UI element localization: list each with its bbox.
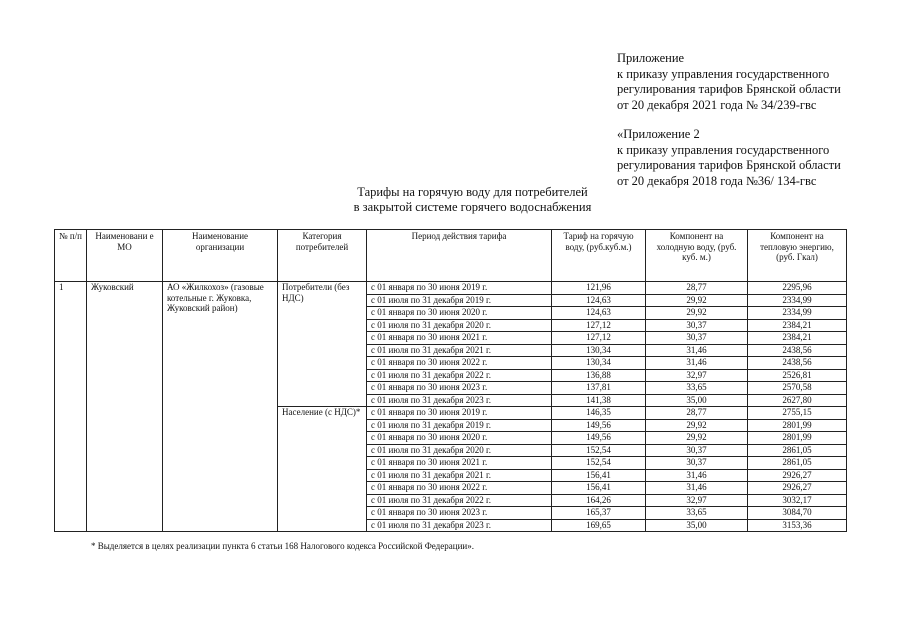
tariff-cell: 149,56	[552, 419, 646, 432]
period-cell: с 01 января по 30 июня 2020 г.	[367, 432, 552, 445]
cold-water-cell: 30,37	[646, 332, 748, 345]
cold-water-cell: 32,97	[646, 494, 748, 507]
document-title	[0, 185, 905, 215]
table-header-row	[55, 230, 847, 282]
tariff-cell: 152,54	[552, 444, 646, 457]
title-line: в закрытой системе горячего водоснабжения	[353, 200, 592, 214]
period-cell: с 01 января по 30 июня 2022 г.	[367, 482, 552, 495]
heat-energy-cell: 2438,56	[748, 344, 847, 357]
heat-energy-cell: 2334,99	[748, 294, 847, 307]
tariff-cell: 136,88	[552, 369, 646, 382]
title-line: Тарифы на горячую воду для потребителей	[357, 185, 588, 199]
cold-water-cell: 30,37	[646, 319, 748, 332]
cold-water-cell: 29,92	[646, 307, 748, 320]
heat-energy-cell: 2295,96	[748, 282, 847, 295]
heat-energy-cell: 2570,58	[748, 382, 847, 395]
tariff-cell: 156,41	[552, 482, 646, 495]
heat-energy-cell: 2627,80	[748, 394, 847, 407]
tariff-cell: 124,63	[552, 307, 646, 320]
header-period: Период действия тарифа	[367, 230, 552, 282]
appendix-2-header	[617, 127, 841, 189]
appendix-line: от 20 декабря 2021 года № 34/239-гвс	[617, 97, 817, 112]
period-cell: с 01 июля по 31 декабря 2022 г.	[367, 369, 552, 382]
header-tariff: Тариф на горячую воду, (руб.куб.м.)	[552, 230, 646, 282]
tariff-cell: 169,65	[552, 519, 646, 532]
period-cell: с 01 июля по 31 декабря 2020 г.	[367, 444, 552, 457]
period-cell: с 01 января по 30 июня 2019 г.	[367, 282, 552, 295]
row-number: 1	[55, 282, 87, 532]
appendix-line: регулирования тарифов Брянской области	[617, 158, 841, 172]
heat-energy-cell: 2861,05	[748, 444, 847, 457]
heat-energy-cell: 2926,27	[748, 482, 847, 495]
tariff-cell: 121,96	[552, 282, 646, 295]
tariff-table	[54, 229, 847, 532]
period-cell: с 01 июля по 31 декабря 2022 г.	[367, 494, 552, 507]
cold-water-cell: 29,92	[646, 432, 748, 445]
tariff-cell: 127,12	[552, 319, 646, 332]
period-cell: с 01 июля по 31 декабря 2021 г.	[367, 344, 552, 357]
period-cell: с 01 января по 30 июня 2023 г.	[367, 507, 552, 520]
tariff-cell: 146,35	[552, 407, 646, 420]
period-cell: с 01 июля по 31 декабря 2023 г.	[367, 394, 552, 407]
period-cell: с 01 июля по 31 декабря 2019 г.	[367, 294, 552, 307]
cold-water-cell: 29,92	[646, 419, 748, 432]
tariff-cell: 156,41	[552, 469, 646, 482]
tariff-cell: 130,34	[552, 344, 646, 357]
table-body	[55, 282, 847, 532]
cold-water-cell: 33,65	[646, 382, 748, 395]
cold-water-cell: 31,46	[646, 357, 748, 370]
appendix-line: «Приложение 2	[617, 127, 700, 141]
cold-water-cell: 31,46	[646, 482, 748, 495]
organization-cell: АО «Жилкохоз» (газовые котельные г. Жуковка, Жуковский район)	[163, 282, 278, 532]
period-cell: с 01 июля по 31 декабря 2021 г.	[367, 469, 552, 482]
period-cell: с 01 января по 30 июня 2019 г.	[367, 407, 552, 420]
appendix-line: Приложение	[617, 51, 685, 65]
cold-water-cell: 28,77	[646, 407, 748, 420]
period-cell: с 01 января по 30 июня 2020 г.	[367, 307, 552, 320]
tariff-cell: 137,81	[552, 382, 646, 395]
tariff-cell: 124,63	[552, 294, 646, 307]
tariff-cell: 152,54	[552, 457, 646, 470]
period-cell: с 01 января по 30 июня 2023 г.	[367, 382, 552, 395]
heat-energy-cell: 2334,99	[748, 307, 847, 320]
cold-water-cell: 31,46	[646, 469, 748, 482]
heat-energy-cell: 2526,81	[748, 369, 847, 382]
tariff-cell: 130,34	[552, 357, 646, 370]
period-cell: с 01 июля по 31 декабря 2019 г.	[367, 419, 552, 432]
category-cell: Потребители (без НДС)	[278, 282, 367, 407]
tariff-cell: 149,56	[552, 432, 646, 445]
appendix-line: от 20 декабря 2018 года №36/ 134-гвс	[617, 173, 817, 188]
appendix-line: регулирования тарифов Брянской области	[617, 82, 841, 96]
cold-water-cell: 28,77	[646, 282, 748, 295]
header-cold: Компонент на холодную воду, (руб. куб. м.)	[646, 230, 748, 282]
footnote: * Выделяется в целях реализации пункта 6 статьи 168 Налогового кодекса Российской Федерации».	[91, 541, 474, 551]
header-org: Наименование организации	[163, 230, 278, 282]
cold-water-cell: 30,37	[646, 444, 748, 457]
cold-water-cell: 35,00	[646, 519, 748, 532]
header-mo: Наименовани е МО	[87, 230, 163, 282]
period-cell: с 01 января по 30 июня 2021 г.	[367, 332, 552, 345]
period-cell: с 01 января по 30 июня 2022 г.	[367, 357, 552, 370]
heat-energy-cell: 2861,05	[748, 457, 847, 470]
cold-water-cell: 32,97	[646, 369, 748, 382]
heat-energy-cell: 3084,70	[748, 507, 847, 520]
heat-energy-cell: 2801,99	[748, 432, 847, 445]
period-cell: с 01 января по 30 июня 2021 г.	[367, 457, 552, 470]
heat-energy-cell: 2755,15	[748, 407, 847, 420]
period-cell: с 01 июля по 31 декабря 2020 г.	[367, 319, 552, 332]
header-heat: Компонент на тепловую энергию, (руб. Гкал)	[748, 230, 847, 282]
tariff-cell: 141,38	[552, 394, 646, 407]
category-cell: Население (с НДС)*	[278, 407, 367, 532]
tariff-cell: 164,26	[552, 494, 646, 507]
heat-energy-cell: 3153,36	[748, 519, 847, 532]
table-row	[55, 282, 847, 295]
cold-water-cell: 31,46	[646, 344, 748, 357]
tariff-cell: 165,37	[552, 507, 646, 520]
municipality-cell: Жуковский	[87, 282, 163, 532]
appendix-line: к приказу управления государственного	[617, 66, 830, 81]
cold-water-cell: 30,37	[646, 457, 748, 470]
heat-energy-cell: 2384,21	[748, 319, 847, 332]
appendix-header	[617, 51, 841, 113]
cold-water-cell: 33,65	[646, 507, 748, 520]
heat-energy-cell: 2801,99	[748, 419, 847, 432]
cold-water-cell: 35,00	[646, 394, 748, 407]
heat-energy-cell: 2384,21	[748, 332, 847, 345]
heat-energy-cell: 2438,56	[748, 357, 847, 370]
header-category: Категория потребителей	[278, 230, 367, 282]
cold-water-cell: 29,92	[646, 294, 748, 307]
heat-energy-cell: 2926,27	[748, 469, 847, 482]
period-cell: с 01 июля по 31 декабря 2023 г.	[367, 519, 552, 532]
heat-energy-cell: 3032,17	[748, 494, 847, 507]
header-num: № п/п	[55, 230, 87, 282]
appendix-line: к приказу управления государственного	[617, 142, 830, 157]
tariff-cell: 127,12	[552, 332, 646, 345]
